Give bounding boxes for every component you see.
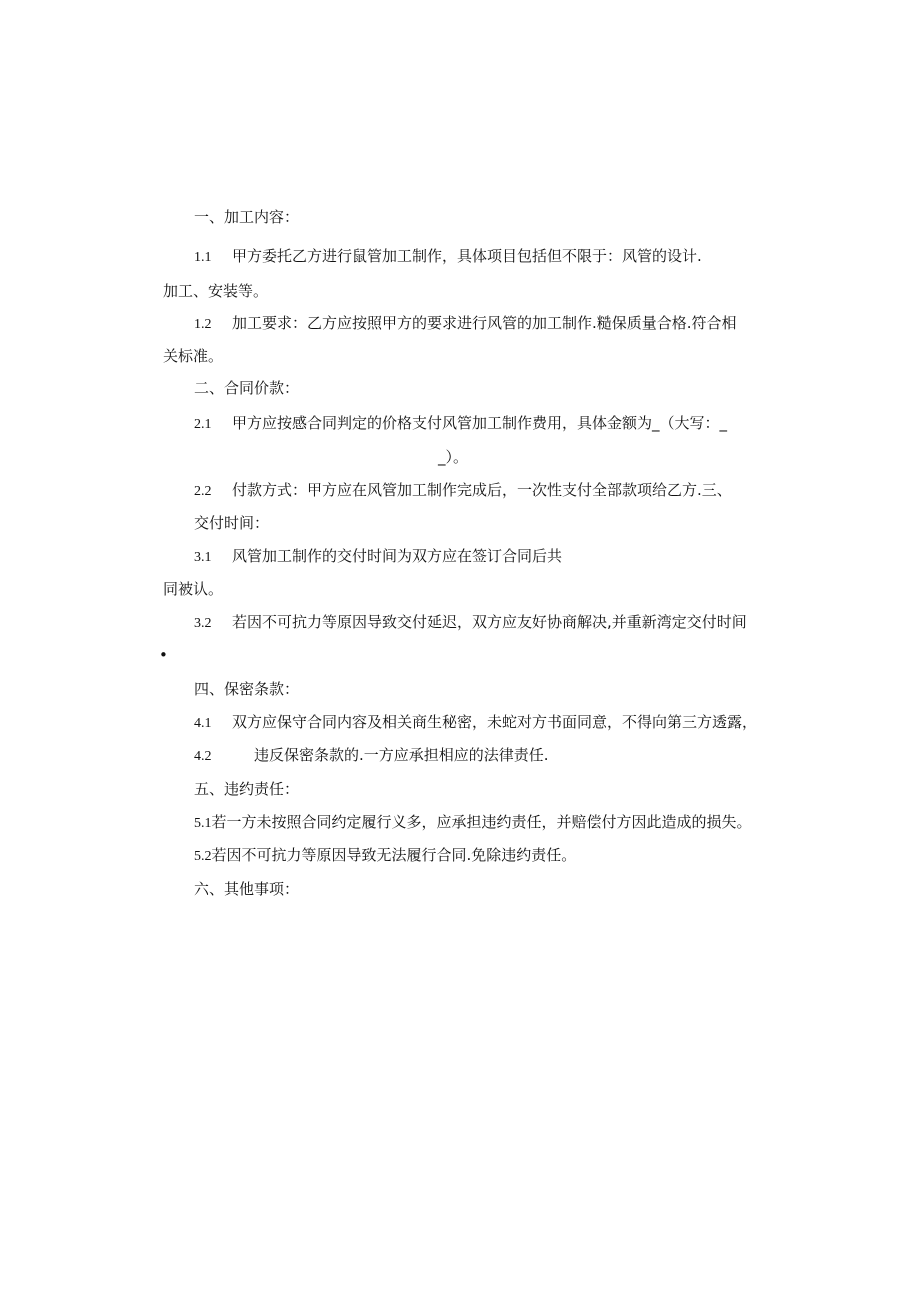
- clause-text: 风管加工制作的交付时间为双方应在签订合同后共: [232, 547, 563, 565]
- clause-1-2-continued: 关标准。: [163, 347, 224, 365]
- clause-5-1: [194, 812, 752, 834]
- clause-4-2: [194, 745, 549, 767]
- section-heading: 交付时间：: [194, 514, 270, 532]
- clause-number: 3.2: [194, 616, 212, 631]
- clause-number: 3.1: [194, 550, 212, 565]
- section-heading: 五、违约责任：: [194, 780, 300, 798]
- clause-number: 1.1: [194, 250, 212, 265]
- clause-number: 5.2: [194, 849, 212, 864]
- clause-text: 付款方式：甲方应在风管加工制作完成后，一次性支付全部款项给乙方.三、: [232, 481, 732, 499]
- clause-number: 4.2: [194, 749, 212, 764]
- clause-number: 5.1: [194, 816, 212, 831]
- clause-1-1: [194, 246, 702, 268]
- clause-number: 4.1: [194, 716, 212, 731]
- clause-2-1: [194, 413, 727, 435]
- clause-1-2: [194, 313, 737, 335]
- section-heading: 二、合同价款：: [194, 379, 300, 397]
- clause-2-2: [194, 480, 732, 502]
- clause-text: 违反保密条款的.一方应承担相应的法律责任.: [254, 746, 549, 764]
- section-heading: 六、其他事项：: [194, 880, 300, 898]
- clause-1-1-continued: 加工、安装等。: [163, 282, 269, 300]
- clause-text: 加工要求：乙方应按照甲方的要求进行风管的加工制作.糙保质量合格.符合相: [232, 314, 737, 332]
- bullet-mark: •: [159, 646, 168, 664]
- clause-number: 2.2: [194, 484, 212, 499]
- section-heading: 四、保密条款：: [194, 680, 300, 698]
- section-heading: 一、加工内容：: [194, 208, 300, 226]
- clause-3-2: [194, 612, 747, 634]
- clause-text: 若因不可抗力等原因导致无法履行合同.免除违约责任。: [211, 846, 577, 864]
- clause-number: 1.2: [194, 317, 212, 332]
- clause-text: 若一方未按照合同约定履行义多，应承担违约责任，并赔偿付方因此造成的损失。: [211, 813, 752, 831]
- clause-3-1: [194, 546, 562, 568]
- clause-text: 甲方委托乙方进行鼠管加工制作，具体项目包括但不限于：风管的设计.: [232, 247, 702, 265]
- clause-text: 甲方应按感合同判定的价格支付风管加工制作费用，具体金额为_（大写：_: [232, 414, 728, 432]
- clause-4-1: [194, 712, 757, 734]
- clause-text: 若因不可抗力等原因导致交付延迟，双方应友好协商解决,并重新湾定交付时间: [232, 613, 747, 631]
- clause-2-1-continued: _）。: [438, 448, 469, 466]
- clause-5-2: [194, 845, 576, 867]
- clause-3-1-continued: 同被认。: [163, 580, 224, 598]
- clause-number: 2.1: [194, 417, 212, 432]
- clause-text: 双方应保守合同内容及相关商生秘密，未蛇对方书面同意，不得向第三方透露，: [232, 713, 758, 731]
